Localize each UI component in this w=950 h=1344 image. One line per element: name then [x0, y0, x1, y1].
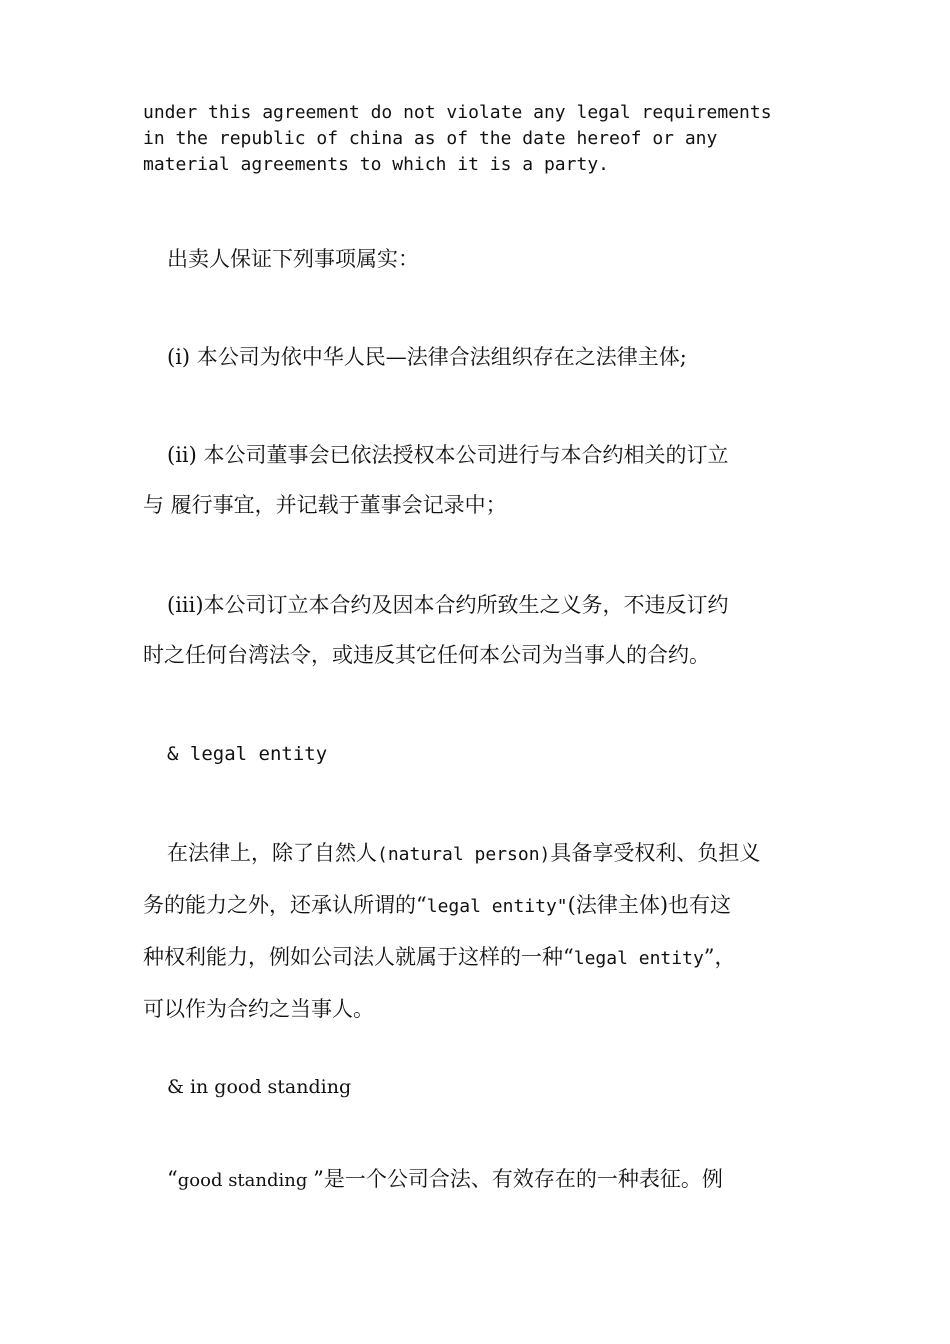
item-ii-line: 与 履行事宜，并记载于董事会记录中； [143, 493, 507, 517]
legal-entity-line: 在法律上，除了自然人(natural person)具备享受权利、负担义 [167, 841, 761, 865]
good-standing-paragraph [143, 1154, 813, 1206]
legal-entity-line: 种权利能力，例如公司法人就属于这样的一种“legal entity”， [143, 945, 736, 969]
seller-warrant-heading: 出卖人保证下列事项属实： [167, 247, 419, 271]
intro-paragraph [143, 100, 813, 178]
legal-entity-line: 务的能力之外，还承认所谓的“legal entity"(法律主体)也有这 [143, 893, 732, 917]
good-standing-line: “good standing ”是一个公司合法、有效存在的一种表征。例 [167, 1167, 723, 1191]
intro-line: in the republic of china as of the date hereof or any [143, 128, 718, 149]
legal-entity-paragraph [143, 828, 813, 1034]
item-ii-line: (ii) 本公司董事会已依法授权本公司进行与本合约相关的订立 [167, 443, 729, 467]
item-iii [143, 580, 813, 680]
legal-entity-heading: & legal entity [167, 743, 328, 765]
good-standing-heading: & in good standing [167, 1076, 352, 1098]
item-i: (i) 本公司为依中华人民—法律合法组织存在之法律主体; [167, 345, 687, 369]
intro-line: under this agreement do not violate any legal requirements [143, 102, 772, 123]
item-iii-line: (iii)本公司订立本合约及因本合约所致生之义务，不违反订约 [167, 593, 729, 617]
intro-line: material agreements to which it is a party. [143, 154, 609, 175]
legal-entity-line: 可以作为合约之当事人。 [143, 997, 374, 1021]
item-ii [143, 430, 813, 530]
item-iii-line: 时之任何台湾法令，或违反其它任何本公司为当事人的合约。 [143, 643, 710, 667]
